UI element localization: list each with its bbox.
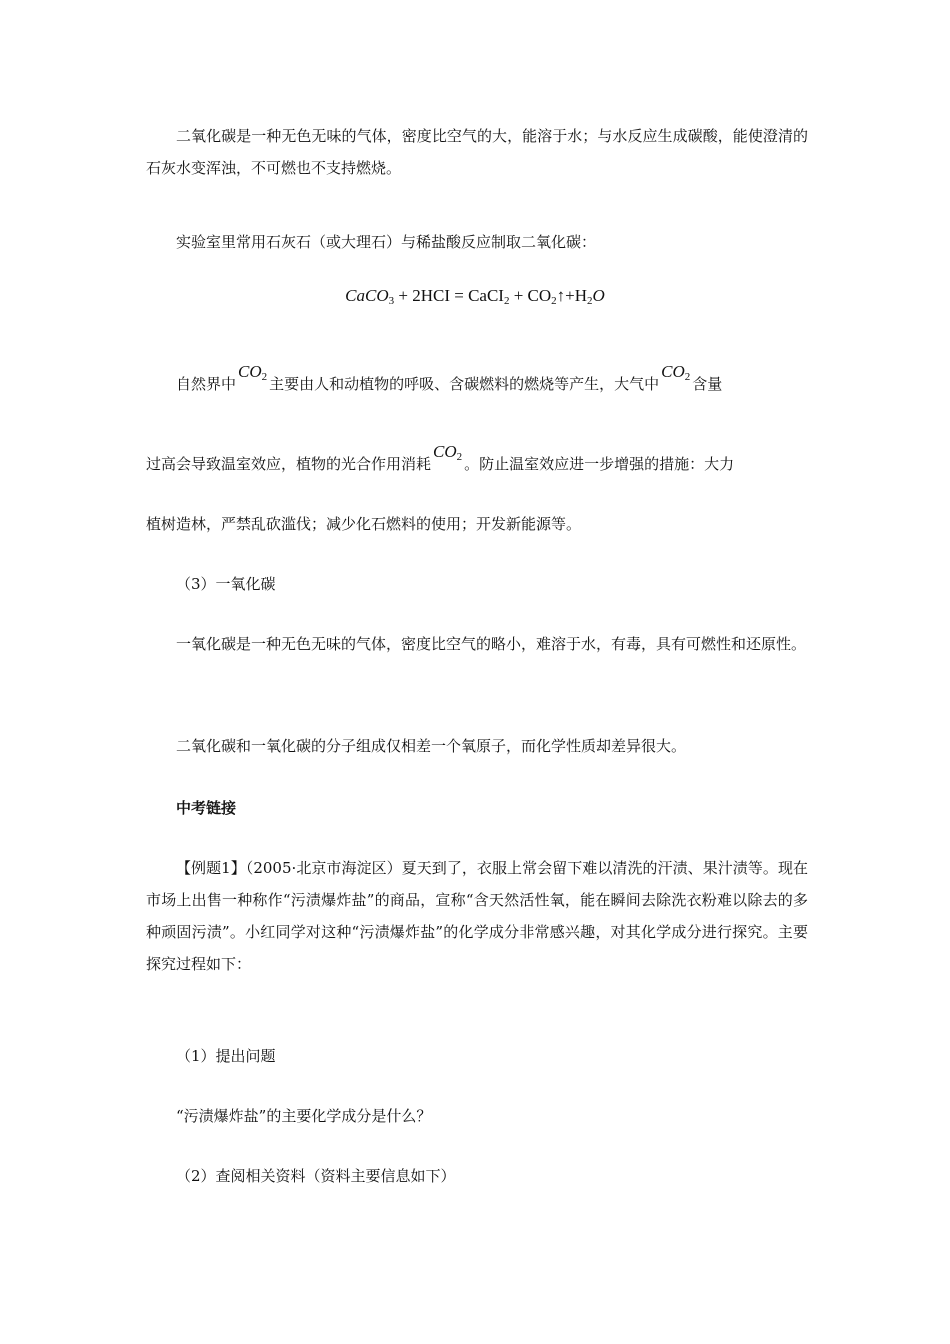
paragraph-natural-co2-line3 — [146, 508, 808, 540]
co2-base: CO — [238, 362, 262, 381]
text-segment: 含量 — [692, 375, 723, 393]
eq-co: + CO — [509, 286, 552, 305]
co2-base: CO — [433, 442, 457, 461]
eq-o: O — [592, 286, 605, 305]
paragraph-co2-properties: 二氧化碳是一种无色无味的气体，密度比空气的大，能溶于水；与水反应生成碳酸，能使澄清的石灰水变浑浊，不可燃也不支持燃烧。 — [146, 127, 808, 177]
eq-caco3: CaCO — [345, 286, 389, 305]
text-segment: 植树造林，严禁乱砍滥伐；减少化石燃料的使用；开发新能源等。 — [146, 515, 582, 533]
text-segment: 主要由人和动植物的呼吸、含碳燃料的燃烧等产生，大气中 — [269, 375, 660, 393]
text-segment: 自然界中 — [176, 375, 237, 393]
step-1-heading: （1）提出问题 — [176, 1047, 276, 1065]
text-segment: 过高会导致温室效应，植物的光合作用消耗 — [146, 455, 432, 473]
co2-base: CO — [661, 362, 685, 381]
paragraph-lab-preparation: 实验室里常用石灰石（或大理石）与稀盐酸反应制取二氧化碳： — [176, 233, 597, 251]
co2-formula — [236, 362, 269, 381]
up-arrow-icon: ↑ — [556, 286, 566, 305]
paragraph-natural-co2-line2 — [146, 442, 808, 485]
paragraph-co-co2-compare: 二氧化碳和一氧化碳的分子组成仅相差一个氧原子，而化学性质却差异很大。 — [176, 737, 687, 755]
paragraph-co-properties: 一氧化碳是一种无色无味的气体，密度比空气的略小，难溶于水，有毒，具有可燃性和还原性。 — [176, 635, 807, 653]
eq-h: +H — [565, 286, 588, 305]
heading-carbon-monoxide: （3）一氧化碳 — [176, 575, 276, 593]
paragraph-example-1: 【例题1】（2005·北京市海淀区）夏天到了，衣服上常会留下难以清洗的汗渍、果汁渍等。现在市场上出售一种称作“污渍爆炸盐”的商品，宣称“含天然活性氧，能在瞬间去除洗衣粉难以除去的多种顽固污渍”。小红同学对这种“污渍爆炸盐”的化学成分非常感兴趣，对其化学成分进行探究。主要探究过程如下： — [146, 859, 808, 973]
step-2-heading: （2）查阅相关资料（资料主要信息如下） — [176, 1167, 456, 1185]
eq-sub-2a: 2 — [503, 295, 510, 307]
text-segment: 。防止温室效应进一步增强的措施：大力 — [464, 455, 735, 473]
eq-hcl-cacl: + 2HCI = CaCI — [394, 286, 504, 305]
paragraph-natural-co2-line1 — [146, 362, 838, 405]
section-title: 中考链接 — [176, 799, 237, 817]
chemical-equation — [0, 286, 950, 307]
co2-sub: 2 — [456, 451, 463, 463]
co2-formula — [431, 442, 464, 461]
question-text: “污渍爆炸盐”的主要化学成分是什么？ — [176, 1107, 432, 1125]
co2-sub: 2 — [684, 371, 691, 383]
co2-sub: 2 — [261, 371, 268, 383]
eq-sub-3: 3 — [388, 295, 395, 307]
co2-formula — [659, 362, 692, 381]
eq-sub-2b: 2 — [551, 295, 557, 307]
eq-sub-2c: 2 — [587, 295, 593, 307]
